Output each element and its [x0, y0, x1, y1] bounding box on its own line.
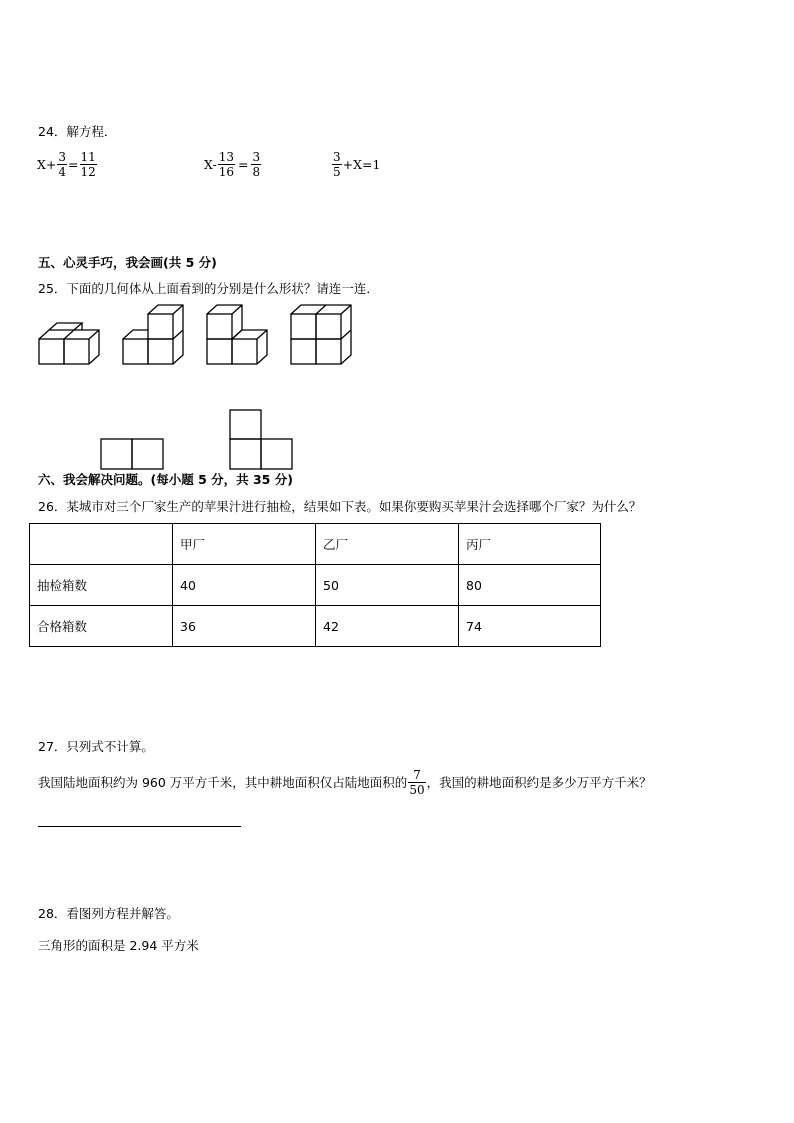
table-cell: 74 — [459, 606, 601, 647]
section-6-heading: 六、我会解决问题。(每小题 5 分，共 35 分) — [38, 472, 293, 487]
eq1-frac2-numerator: 11 — [80, 150, 96, 164]
equation-1 — [37, 150, 98, 179]
section-5-heading: 五、心灵手巧，我会画(共 5 分) — [38, 255, 217, 270]
table-header-cell: 丙厂 — [459, 524, 601, 565]
cube-figure-3 — [207, 305, 267, 364]
table-cell: 80 — [459, 565, 601, 606]
table-cell: 40 — [173, 565, 316, 606]
table-header-cell: 乙厂 — [316, 524, 459, 565]
top-view-shapes — [95, 405, 300, 475]
table-header-row — [30, 524, 601, 565]
q27-frac-denominator: 50 — [409, 783, 425, 797]
eq2-frac2-denominator: 8 — [252, 165, 261, 179]
table-row-label: 合格箱数 — [30, 606, 173, 647]
eq2-frac2-numerator: 3 — [252, 150, 261, 164]
eq1-lhs: X+ — [37, 157, 57, 172]
table-cell: 50 — [316, 565, 459, 606]
table-cell: 42 — [316, 606, 459, 647]
q28-text: 三角形的面积是 2.94 平方米 — [38, 938, 199, 953]
cube-figure-2 — [123, 305, 183, 364]
eq1-frac1-denominator: 4 — [58, 165, 67, 179]
eq3-rhs: +X=1 — [342, 157, 381, 172]
equation-3 — [331, 150, 380, 179]
eq3-frac1-numerator: 3 — [333, 150, 341, 164]
q27-fraction — [408, 768, 425, 797]
q25-text: 25．下面的几何体从上面看到的分别是什么形状？请连一连． — [38, 281, 379, 296]
top-view-shape-1 — [101, 439, 163, 469]
q28-heading: 28．看图列方程并解答。 — [38, 906, 179, 921]
eq2-lhs: X- — [204, 157, 217, 172]
table-row — [30, 606, 601, 647]
equation-2 — [204, 150, 262, 179]
eq2-fraction-2 — [251, 150, 261, 179]
q24-heading: 24．解方程． — [38, 124, 117, 139]
table-row-label: 抽检箱数 — [30, 565, 173, 606]
eq2-fraction-1 — [218, 150, 235, 179]
table-cell — [30, 524, 173, 565]
q27-heading: 27．只列式不计算。 — [38, 739, 154, 754]
q27-text — [38, 768, 652, 797]
q27-text-before: 我国陆地面积约为 960 万平方千米，其中耕地面积仅占陆地面积的 — [38, 774, 408, 790]
eq1-fraction-2 — [80, 150, 97, 179]
eq1-equals: = — [68, 157, 79, 172]
eq3-frac1-denominator: 5 — [333, 165, 341, 179]
q27-frac-numerator: 7 — [408, 768, 425, 783]
eq1-frac1-numerator: 3 — [58, 150, 67, 164]
q26-text: 26．某城市对三个厂家生产的苹果汁进行抽检，结果如下表。如果你要购买苹果汁会选择哪个厂家？为什么？ — [38, 499, 642, 514]
cube-figure-1 — [39, 323, 99, 364]
table-cell: 36 — [173, 606, 316, 647]
q26-table — [29, 523, 601, 647]
top-view-shape-2 — [230, 410, 292, 469]
eq1-fraction-1 — [57, 150, 67, 179]
table-row — [30, 565, 601, 606]
eq2-frac1-numerator: 13 — [218, 150, 234, 164]
eq3-fraction-1 — [332, 150, 342, 179]
q27-text-after: ，我国的耕地面积约是多少万平方千米？ — [426, 774, 652, 790]
eq1-frac2-denominator: 12 — [80, 165, 96, 179]
cube-figure-4 — [291, 305, 351, 364]
eq2-frac1-denominator: 16 — [218, 165, 234, 179]
answer-line[interactable] — [38, 826, 241, 827]
table-header-cell: 甲厂 — [173, 524, 316, 565]
eq2-equals: = — [237, 157, 249, 172]
cube-figures — [30, 300, 360, 372]
